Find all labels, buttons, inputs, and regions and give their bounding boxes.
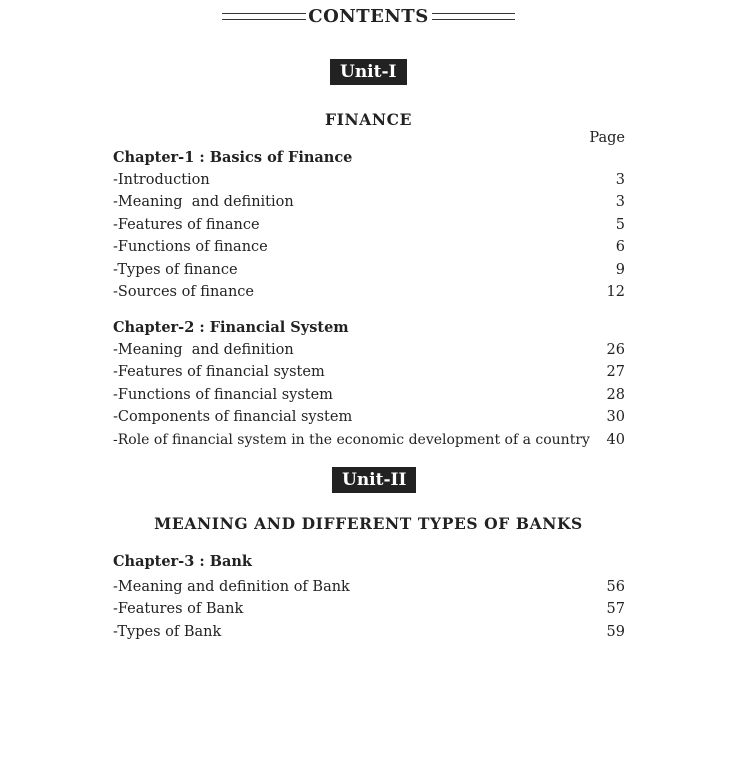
entry-label: -Meaning and definition xyxy=(113,194,294,210)
entry-label: -Functions of financial system xyxy=(113,387,333,403)
toc-entry[interactable] xyxy=(113,598,625,620)
toc-entry[interactable] xyxy=(113,361,625,383)
page-column-label: Page xyxy=(589,130,625,146)
entry-label: -Features of finance xyxy=(113,217,260,233)
entry-page: 9 xyxy=(615,262,625,278)
toc-entry[interactable] xyxy=(113,191,625,213)
toc-entry[interactable] xyxy=(113,214,625,236)
entry-label: -Components of financial system xyxy=(113,409,353,425)
entry-page: 3 xyxy=(615,172,625,188)
entry-page: 27 xyxy=(606,364,625,380)
entry-label: -Meaning and definition xyxy=(113,342,294,358)
entry-page: 12 xyxy=(606,284,625,300)
entry-page: 28 xyxy=(606,387,625,403)
toc-entry[interactable] xyxy=(113,281,625,303)
toc-entry[interactable] xyxy=(113,384,625,406)
entry-label: -Features of financial system xyxy=(113,364,325,380)
entry-page: 40 xyxy=(606,432,625,448)
chapter-title: Chapter-1 : Basics of Finance xyxy=(113,149,353,166)
unit-heading: MEANING AND DIFFERENT TYPES OF BANKS xyxy=(154,514,583,533)
toc-entry[interactable] xyxy=(113,429,625,451)
entry-page: 3 xyxy=(615,194,625,210)
chapter-title: Chapter-3 : Bank xyxy=(113,553,252,570)
entry-page: 56 xyxy=(606,579,625,595)
entry-label: -Features of Bank xyxy=(113,601,244,617)
toc-entry[interactable] xyxy=(113,576,625,598)
entry-label: -Functions of finance xyxy=(113,239,268,255)
entry-label: -Introduction xyxy=(113,172,210,188)
entry-label: -Types of Bank xyxy=(113,624,222,640)
toc-entry[interactable] xyxy=(113,339,625,361)
entry-page: 6 xyxy=(615,239,625,255)
entry-page: 59 xyxy=(606,624,625,640)
toc-entry[interactable] xyxy=(113,169,625,191)
toc-entry[interactable] xyxy=(113,406,625,428)
entry-page: 30 xyxy=(606,409,625,425)
chapter-title: Chapter-2 : Financial System xyxy=(113,319,349,336)
entry-label: -Sources of finance xyxy=(113,284,254,300)
unit-badge: Unit-II xyxy=(332,467,416,493)
entry-page: 57 xyxy=(606,601,625,617)
unit-badge: Unit-I xyxy=(330,59,407,85)
page-title: CONTENTS xyxy=(308,6,429,27)
entry-label: -Types of finance xyxy=(113,262,238,278)
toc-entry[interactable] xyxy=(113,621,625,643)
entry-label: -Role of financial system in the economic development of a country xyxy=(113,432,590,448)
entry-page: 5 xyxy=(615,217,625,233)
entry-page: 26 xyxy=(606,342,625,358)
title-rule-right xyxy=(432,13,515,20)
toc-entry[interactable] xyxy=(113,259,625,281)
unit-heading: FINANCE xyxy=(325,110,412,129)
entry-label: -Meaning and definition of Bank xyxy=(113,579,350,595)
toc-entry[interactable] xyxy=(113,236,625,258)
